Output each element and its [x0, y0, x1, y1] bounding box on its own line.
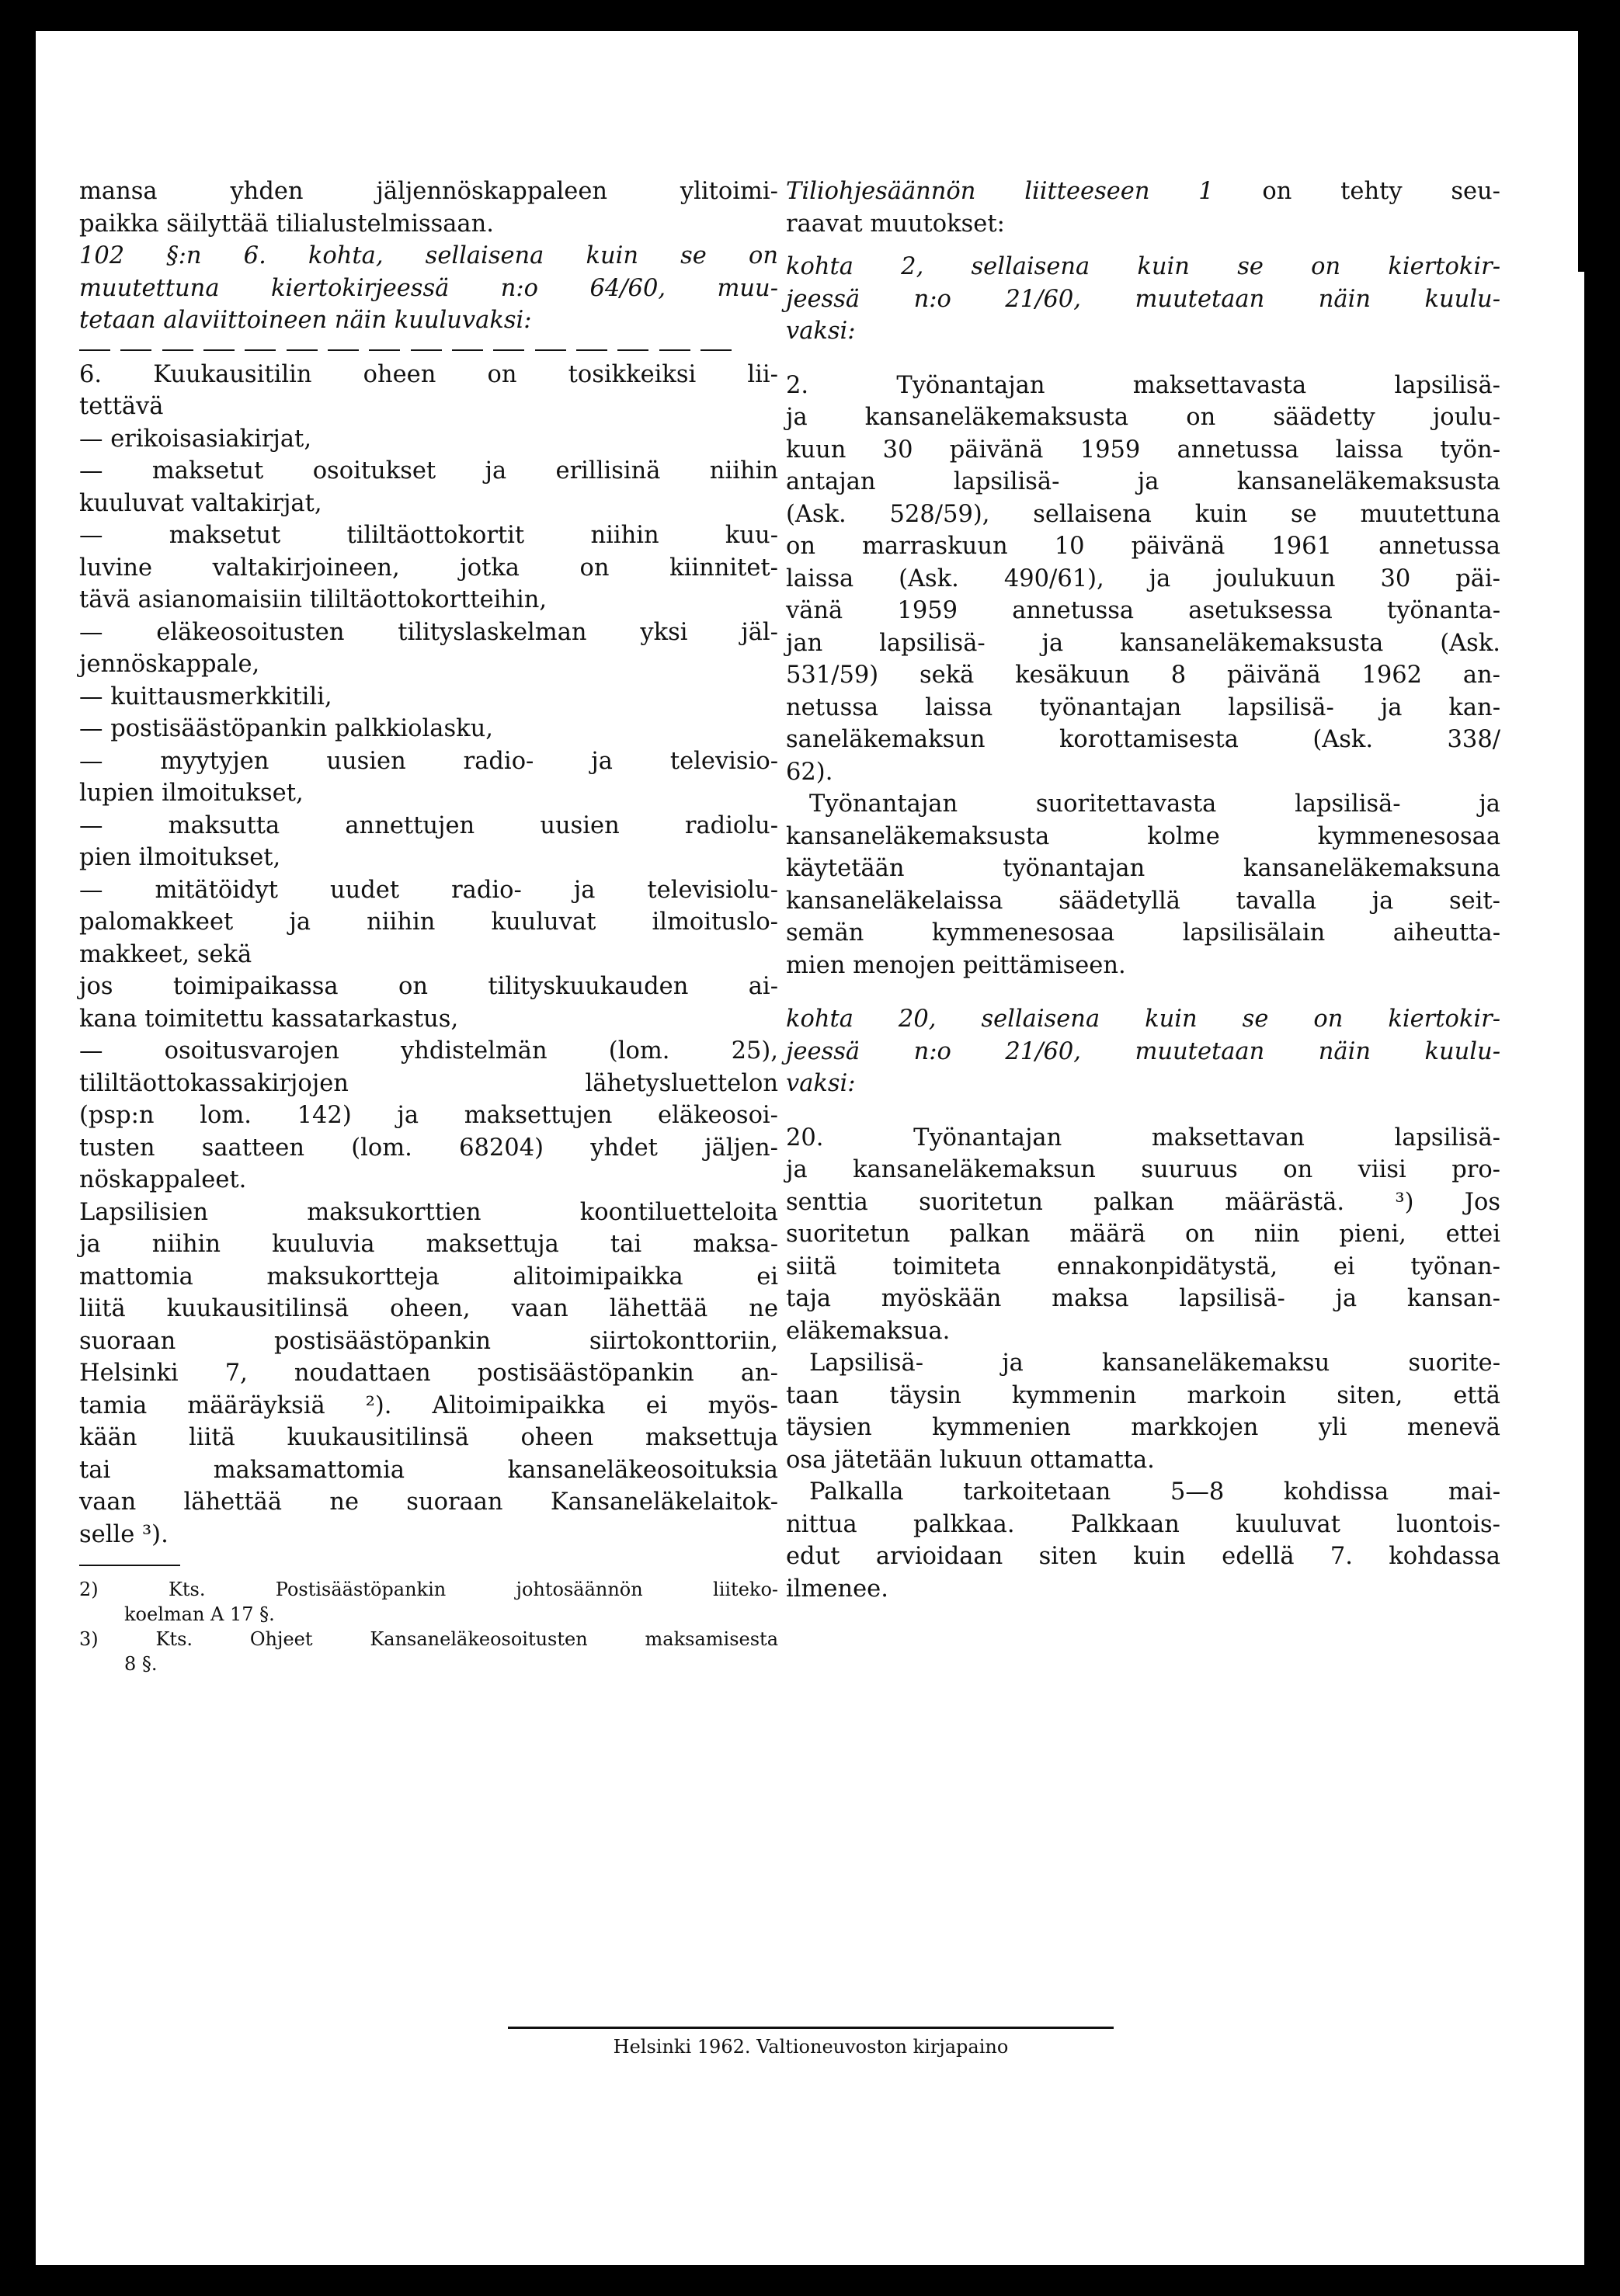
- text-line: Työnantajan suoritettavasta lapsilisä- ja: [809, 790, 1500, 818]
- italic-lead: Tiliohjesäännön liitteeseen 1: [786, 178, 1214, 205]
- text-line: — maksutta annettujen uusien radiolu-: [79, 811, 778, 839]
- dash: [617, 349, 648, 351]
- imprint: [508, 2027, 1114, 2058]
- text-line: on marraskuun 10 päivänä 1961 annetussa: [786, 533, 1500, 560]
- footnote-rule: [79, 1565, 180, 1566]
- text-line: Lapsilisä- ja kansaneläkemaksu suorite-: [809, 1349, 1500, 1377]
- text-line: jan lapsilisä- ja kansaneläkemaksusta (Ask.: [786, 629, 1500, 657]
- text-line: suoraan postisäästöpankin siirtokonttoriin,: [79, 1327, 778, 1355]
- text-line: käytetään työnantajan kansaneläkemaksuna: [786, 855, 1500, 882]
- dash: [369, 349, 400, 351]
- text-line: kään liitä kuukausitilinsä oheen maksettuja: [79, 1424, 778, 1451]
- dash: [700, 349, 732, 351]
- text-line: ja kansaneläkemaksusta on säädetty joulu-: [786, 404, 1500, 431]
- text-line: paikka säilyttää tilialustelmissaan.: [79, 210, 494, 238]
- text-line: netussa laissa työnantajan lapsilisä- ja kan-: [786, 693, 1500, 721]
- text-line: raavat muutokset:: [786, 210, 1005, 238]
- text-line: suoritetun palkan määrä on niin pieni, ettei: [786, 1221, 1500, 1248]
- text-line: mattomia maksukortteja alitoimipaikka ei: [79, 1263, 778, 1290]
- text-line: mansa yhden jäljennöskappaleen ylitoimi-: [79, 178, 778, 205]
- text-line: kana toimitettu kassatarkastus,: [79, 1005, 459, 1033]
- dash: [411, 349, 442, 351]
- text-line: palomakkeet ja niihin kuuluvat ilmoituslo-: [79, 908, 778, 936]
- text-line: jeessä n:o 21/60, muutetaan näin kuulu-: [786, 1037, 1500, 1065]
- text-line: tililtäottokassakirjojen lähetysluettelon: [79, 1069, 778, 1097]
- footnote-line: 2) Kts. Postisäästöpankin johtosäännön liiteko-: [79, 1579, 778, 1600]
- dash: [328, 349, 359, 351]
- text-line: tävä asianomaisiin tililtäottokortteihin,: [79, 586, 548, 613]
- text-line: lupien ilmoitukset,: [79, 780, 304, 807]
- text-line: liitä kuukausitilinsä oheen, vaan lähettää ne: [79, 1295, 778, 1322]
- text-line: — maksetut tililtäottokortit niihin kuu-: [79, 522, 778, 549]
- text-line: (psp:n lom. 142) ja maksettujen eläkeosoi-: [79, 1102, 778, 1129]
- text-line: — osoitusvarojen yhdistelmän (lom. 25),: [79, 1037, 778, 1065]
- text-line: 62).: [786, 758, 833, 786]
- document-page: [36, 31, 1584, 2265]
- text-line: nöskappaleet.: [79, 1166, 247, 1193]
- spacer: [786, 348, 1500, 370]
- text-line: tettävä: [79, 393, 164, 420]
- text-line: jennöskappale,: [79, 651, 260, 678]
- text-line: osa jätetään lukuun ottamatta.: [786, 1446, 1155, 1474]
- text-line: — erikoisasiakirjat,: [79, 425, 312, 453]
- dash: [245, 349, 276, 351]
- spacer: [786, 240, 1500, 251]
- text-line: kohta 2, sellaisena kuin se on kiertokir-: [786, 253, 1500, 280]
- footnote-line: 3) Kts. Ohjeet Kansaneläkeosoitusten maksamisesta: [79, 1628, 778, 1650]
- text-line: siitä toimiteta ennakonpidätystä, ei työnan-: [786, 1252, 1500, 1280]
- text-line: kohta 20, sellaisena kuin se on kiertokir-: [786, 1006, 1500, 1033]
- dash: [452, 349, 483, 351]
- text-line: antajan lapsilisä- ja kansaneläkemaksusta: [786, 468, 1500, 495]
- text-line: muutettuna kiertokirjeessä n:o 64/60, muu-: [79, 274, 778, 302]
- text-line: — kuittausmerkkitili,: [79, 683, 332, 710]
- text-line: tamia määräyksiä ²). Alitoimipaikka ei myös-: [79, 1391, 778, 1419]
- footnotes: [79, 1577, 778, 1676]
- text-line: Palkalla tarkoitetaan 5—8 kohdissa mai-: [809, 1478, 1500, 1506]
- text-line: 102 §:n 6. kohta, sellaisena kuin se on: [79, 242, 778, 269]
- text-line: Lapsilisien maksukorttien koontiluetteloita: [79, 1198, 778, 1226]
- text-line: — maksetut osoitukset ja erillisinä niihin: [79, 457, 778, 485]
- text-line: ilmenee.: [786, 1575, 888, 1603]
- text-line: ja niihin kuuluvia maksettuja tai maksa-: [79, 1231, 778, 1258]
- text-line: 20. Työnantajan maksettavan lapsilisä-: [786, 1124, 1500, 1151]
- spacer: [786, 981, 1500, 1003]
- text-line: kansaneläkemaksusta kolme kymmenesosaa: [786, 822, 1500, 850]
- text-line: eläkemaksua.: [786, 1317, 951, 1345]
- dash: [659, 349, 690, 351]
- text-line: [786, 175, 1500, 208]
- left-column: [79, 175, 778, 1676]
- dash: [203, 349, 235, 351]
- dash: [120, 349, 151, 351]
- dash: [79, 349, 110, 351]
- text-line: 6. Kuukausitilin oheen on tosikkeiksi lii-: [79, 360, 778, 388]
- text-line: täysien kymmenien markkojen yli menevä: [786, 1414, 1500, 1441]
- text-line: — mitätöidyt uudet radio- ja televisiolu-: [79, 876, 778, 904]
- text-line: jeessä n:o 21/60, muutetaan näin kuulu-: [786, 285, 1500, 313]
- text-line: kuun 30 päivänä 1959 annetussa laissa työn-: [786, 436, 1500, 464]
- text-line: saneläkemaksun korottamisesta (Ask. 338/: [786, 726, 1500, 753]
- text-line: ja kansaneläkemaksun suuruus on viisi pro-: [786, 1156, 1500, 1183]
- text-line: vänä 1959 annetussa asetuksessa työnanta-: [786, 597, 1500, 624]
- dash: [576, 349, 607, 351]
- text-line: kuuluvat valtakirjat,: [79, 489, 322, 517]
- text-line: tetaan alaviittoineen näin kuuluvaksi:: [79, 307, 532, 334]
- imprint-text: Helsinki 1962. Valtioneuvoston kirjapaino: [613, 2036, 1009, 2058]
- dash: [493, 349, 524, 351]
- text-line: laissa (Ask. 490/61), ja joulukuun 30 päi-: [786, 564, 1500, 592]
- text-line: senttia suoritetun palkan määrästä. ³) Jos: [786, 1188, 1500, 1216]
- text-line: Helsinki 7, noudattaen postisäästöpankin an-: [79, 1360, 778, 1387]
- dash: [162, 349, 193, 351]
- imprint-rule: [508, 2027, 1114, 2029]
- text-line: edut arvioidaan siten kuin edellä 7. kohdassa: [786, 1543, 1500, 1570]
- text-line: selle ³).: [79, 1520, 169, 1548]
- text-line: — postisäästöpankin palkkiolasku,: [79, 715, 493, 742]
- text-line: jos toimipaikassa on tilityskuukauden ai-: [79, 973, 778, 1000]
- text-line: taja myöskään maksa lapsilisä- ja kansan-: [786, 1285, 1500, 1312]
- text-line: tusten saatteen (lom. 68204) yhdet jäljen-: [79, 1134, 778, 1162]
- text-line: tai maksamattomia kansaneläkeosoituksia: [79, 1456, 778, 1484]
- footnote-line: 8 §.: [124, 1653, 158, 1675]
- text-line: vaan lähettää ne suoraan Kansaneläkelaitok-: [79, 1488, 778, 1516]
- text-line: — eläkeosoitusten tilityslaskelman yksi jäl-: [79, 618, 778, 646]
- roman-tail: on tehty seu-: [1213, 178, 1500, 205]
- text-line: (Ask. 528/59), sellaisena kuin se muutettuna: [786, 500, 1500, 528]
- text-line: — myytyjen uusien radio- ja televisio-: [79, 747, 778, 775]
- text-line: nittua palkkaa. Palkkaan kuuluvat luontois-: [786, 1510, 1500, 1538]
- right-column: [786, 175, 1500, 1605]
- text-line: makkeet, sekä: [79, 940, 252, 968]
- text-line: taan täysin kymmenin markoin siten, että: [786, 1381, 1500, 1409]
- text-line: pien ilmoitukset,: [79, 844, 281, 871]
- text-line: mien menojen peittämiseen.: [786, 951, 1126, 979]
- text-line: vaksi:: [786, 1070, 856, 1097]
- text-line: 2. Työnantajan maksettavasta lapsilisä-: [786, 371, 1500, 399]
- footnote-line: koelman A 17 §.: [124, 1603, 275, 1625]
- text-line: semän kymmenesosaa lapsilisälain aiheutta-: [786, 919, 1500, 947]
- text-line: kansaneläkelaissa säädetyllä tavalla ja seit-: [786, 887, 1500, 915]
- text-line: 531/59) sekä kesäkuun 8 päivänä 1962 an-: [786, 662, 1500, 689]
- dash-separator: [79, 349, 732, 351]
- dash: [535, 349, 566, 351]
- scan-edge: [1578, 31, 1587, 272]
- spacer: [786, 1100, 1500, 1122]
- text-line: luvine valtakirjoineen, jotka on kiinnitet-: [79, 554, 778, 582]
- dash: [287, 349, 318, 351]
- text-line: vaksi:: [786, 318, 856, 345]
